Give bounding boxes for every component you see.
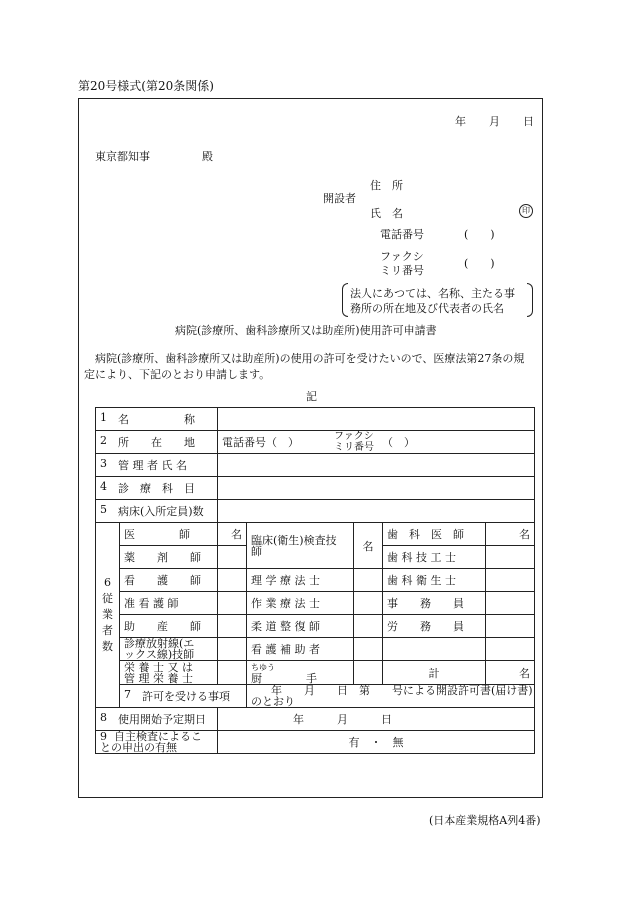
staff-count-cell[interactable] (218, 569, 247, 592)
staff-unit[interactable]: 名 (218, 523, 247, 546)
staff-count-cell[interactable] (486, 546, 535, 569)
staff-ot-label: 作 業 療 法 士 (247, 592, 354, 615)
departments-value-cell[interactable] (218, 477, 535, 500)
permit-line-2: のとおり (251, 695, 295, 708)
staff-midwife-label: 助 産 師 (120, 615, 218, 638)
permit-value-cell[interactable] (247, 685, 535, 708)
location-fax-1: ファクシ (334, 431, 374, 442)
addressee-name: 東京都知事 (95, 150, 150, 163)
staff-dentist-label: 歯 科 医 師 (383, 523, 486, 546)
staff-count-cell[interactable] (354, 615, 383, 638)
staff-unit[interactable]: 名 (354, 523, 383, 569)
row-number: 1 (100, 411, 107, 424)
corp-note-line-2: 務所の所在地及び代表者の氏名 (350, 302, 504, 315)
row-label-start-date: 使用開始予定期日 (118, 713, 206, 726)
applicant-fax-label-1: ファクシ (380, 250, 424, 263)
table-row (96, 708, 535, 731)
staff-count-cell[interactable] (218, 661, 247, 685)
staff-clerk-label: 事 務 員 (383, 592, 486, 615)
ki-mark: 記 (306, 390, 317, 403)
table-row (96, 408, 535, 431)
row-number: 3 (100, 457, 107, 470)
staff-count-cell[interactable] (218, 615, 247, 638)
manager-value-cell[interactable] (218, 454, 535, 477)
staff-pt-label: 理 学 療 法 士 (247, 569, 354, 592)
row-number: 4 (100, 480, 107, 493)
staff-nurse-aide-label: 看 護 補 助 者 (247, 638, 354, 661)
corp-note-bracket-right (527, 283, 533, 317)
table-row (96, 500, 535, 523)
table-row (96, 685, 535, 708)
table-row (96, 661, 535, 685)
applicant-fax-label-2: ミリ番号 (380, 264, 424, 277)
document-title: 病院(診療所、歯科診療所又は助産所)使用許可申請書 (175, 324, 437, 337)
staff-count-cell[interactable] (218, 546, 247, 569)
staff-lab-tech-label: 臨床(衛生)検査技 師 (247, 523, 354, 569)
table-row (96, 569, 535, 592)
applicant-fax-paren: ( ) (464, 257, 495, 270)
applicant-label: 開設者 (323, 192, 356, 205)
row-number: 5 (100, 503, 107, 516)
location-fax-paren: （ ） (382, 436, 415, 449)
staff-doctor-label: 医 師 (120, 523, 218, 546)
location-phone: 電話番号（ ） (222, 436, 299, 449)
footer-paper-size: (日本産業規格A列4番) (429, 814, 541, 827)
staff-assistant-nurse-label: 准 看 護 師 (120, 592, 218, 615)
beds-value-cell[interactable] (218, 500, 535, 523)
form-number: 第20号様式(第20条関係) (78, 79, 214, 93)
table-row (96, 523, 535, 546)
table-row (96, 638, 535, 661)
row-number: 6 (104, 576, 111, 589)
staff-nurse-label: 看 護 師 (120, 569, 218, 592)
staff-dental-technician-label: 歯 科 技 工 士 (383, 546, 486, 569)
row-number: 9 (100, 730, 107, 743)
row-label-beds: 病床(入所定員)数 (118, 505, 204, 518)
staff-pharmacist-label: 薬 剤 師 (120, 546, 218, 569)
corp-note-bracket-left (342, 283, 348, 317)
staff-count-cell[interactable] (354, 661, 383, 685)
staff-label-char: 業 (102, 608, 113, 621)
staff-count-cell[interactable] (486, 569, 535, 592)
row-label-permit: 許可を受ける事項 (142, 690, 230, 703)
application-table (95, 407, 535, 754)
permit-line-1: 年 月 日 第 号による開設許可書(届け書) (271, 684, 533, 697)
body-line-1: 病院(診療所、歯科診療所又は助産所)の使用の許可を受けたいので、医療法第27条の規 (95, 352, 525, 365)
staff-total-label: 計 (383, 661, 486, 685)
date-year: 年 (455, 115, 466, 128)
row-label-location: 所 在 地 (118, 436, 195, 449)
date-day: 日 (523, 115, 534, 128)
staff-count-cell[interactable] (354, 638, 383, 661)
staff-radiology-label: 診療放射線(エ ックス線)技師 (120, 638, 218, 661)
table-row (96, 454, 535, 477)
applicant-name-label: 氏 名 (370, 207, 403, 220)
table-row (96, 431, 535, 454)
staff-group-label (96, 523, 120, 708)
location-value-cell[interactable] (218, 431, 535, 454)
date-month: 月 (489, 115, 500, 128)
staff-count-cell[interactable] (486, 615, 535, 638)
applicant-phone-paren: ( ) (464, 228, 495, 241)
row-number: 8 (100, 711, 107, 724)
self-inspection-value[interactable]: 有 ・ 無 (218, 731, 535, 754)
staff-laborer-label: 労 務 員 (383, 615, 486, 638)
staff-total-unit[interactable]: 名 (486, 661, 535, 685)
staff-dental-hygienist-label: 歯 科 衛 生 士 (383, 569, 486, 592)
corp-note-line-1: 法人にあつては、名称、主たる事 (350, 287, 515, 300)
staff-dietitian-label: 栄 養 士 又 は 管 理 栄 養 士 (120, 661, 218, 685)
addressee-honorific: 殿 (202, 150, 213, 163)
staff-unit[interactable]: 名 (486, 523, 535, 546)
staff-count-cell[interactable] (218, 638, 247, 661)
row-number: 2 (100, 434, 107, 447)
start-date-value[interactable]: 年 月 日 (218, 708, 535, 731)
staff-count-cell[interactable] (218, 592, 247, 615)
row-number: 7 (124, 688, 131, 701)
row-label-manager: 管 理 者 氏 名 (118, 459, 187, 472)
row-label-name: 名 称 (118, 413, 195, 426)
staff-count-cell[interactable] (354, 592, 383, 615)
row-label-departments: 診 療 科 目 (118, 482, 195, 495)
table-row (96, 731, 535, 754)
seal-mark: 印 (519, 204, 533, 218)
applicant-address-label: 住 所 (370, 179, 403, 192)
staff-cook-label: ちゆう 厨 手 (247, 661, 354, 685)
location-fax-2: ミリ番号 (334, 442, 374, 453)
staff-label-char: 数 (102, 640, 113, 653)
table-row (96, 477, 535, 500)
table-row (96, 592, 535, 615)
applicant-phone-label: 電話番号 (380, 228, 424, 241)
staff-count-cell[interactable] (354, 569, 383, 592)
staff-judo-label: 柔 道 整 復 師 (247, 615, 354, 638)
staff-count-cell[interactable] (486, 638, 535, 661)
body-line-2: 定により、下記のとおり申請します。 (84, 368, 271, 381)
name-value-cell[interactable] (218, 408, 535, 431)
staff-label-char: 者 (102, 624, 113, 637)
table-row (96, 615, 535, 638)
staff-count-cell[interactable] (486, 592, 535, 615)
row-label-self-inspection: 9 自主検査によるこ との申出の有無 (96, 731, 218, 754)
staff-blank-label (383, 638, 486, 661)
staff-label-char: 従 (102, 592, 113, 605)
